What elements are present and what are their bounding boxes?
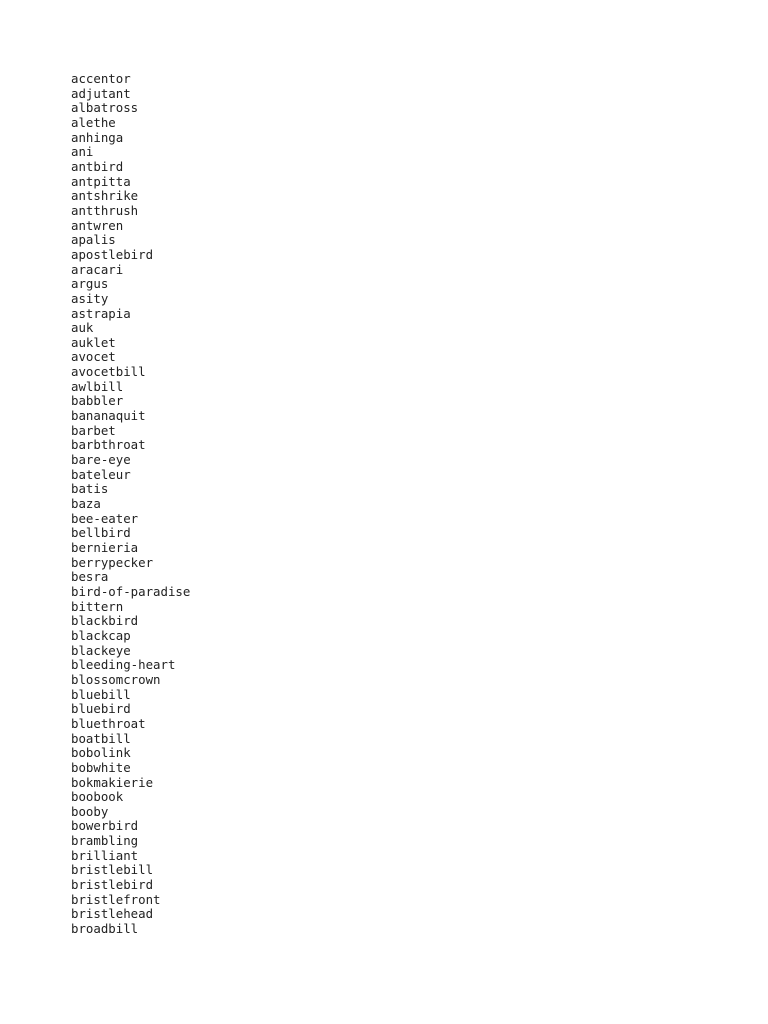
list-item: asity xyxy=(71,290,109,306)
list-item: bananaquit xyxy=(71,408,146,424)
list-item: antthrush xyxy=(71,202,139,218)
list-item: bristlehead xyxy=(71,906,154,922)
list-item: antbird xyxy=(71,158,124,174)
list-item: apostlebird xyxy=(71,246,154,262)
list-item: blossomcrown xyxy=(71,671,161,687)
list-item: auklet xyxy=(71,334,116,350)
list-item: blackeye xyxy=(71,642,131,658)
list-item: bird-of-paradise xyxy=(71,583,191,599)
list-item: bare-eye xyxy=(71,452,131,468)
list-item: bluethroat xyxy=(71,715,146,731)
list-item: boobook xyxy=(71,789,124,805)
list-item: bobwhite xyxy=(71,759,131,775)
list-item: brilliant xyxy=(71,847,139,863)
list-item: besra xyxy=(71,569,109,585)
list-item: awlbill xyxy=(71,378,124,394)
list-item: bernieria xyxy=(71,540,139,555)
list-item: bokmakierie xyxy=(71,774,154,790)
list-item: aracari xyxy=(71,261,124,277)
list-item: bateleur xyxy=(71,466,131,482)
list-item: batis xyxy=(71,481,109,497)
list-item: bowerbird xyxy=(71,818,139,834)
word-list xyxy=(71,72,190,937)
list-item: astrapia xyxy=(71,305,131,321)
list-item: argus xyxy=(71,276,109,292)
list-item: avocet xyxy=(71,349,116,365)
list-item: blackcap xyxy=(71,627,131,643)
list-item: boatbill xyxy=(71,730,131,746)
list-item: brambling xyxy=(71,833,139,849)
list-item: bristlebird xyxy=(71,877,154,893)
list-item: barbet xyxy=(71,422,116,438)
list-item: broadbill xyxy=(71,921,139,937)
list-item: bittern xyxy=(71,598,124,614)
list-item: auk xyxy=(71,320,94,336)
list-item: bristlebill xyxy=(71,862,154,878)
list-item: antshrike xyxy=(71,188,139,204)
list-item: blackbird xyxy=(71,613,139,629)
list-item: babbler xyxy=(71,393,124,409)
list-item: adjutant xyxy=(71,85,131,101)
list-item: barbthroat xyxy=(71,437,146,453)
list-item: alethe xyxy=(71,114,116,130)
list-item: bee-eater xyxy=(71,510,139,526)
list-item: anhinga xyxy=(71,129,124,145)
list-item: booby xyxy=(71,803,109,819)
list-item: avocetbill xyxy=(71,364,146,380)
list-item: bluebill xyxy=(71,686,131,702)
list-item: bleeding-heart xyxy=(71,657,176,673)
list-item: albatross xyxy=(71,100,139,116)
list-item: bellbird xyxy=(71,525,131,541)
list-item: apalis xyxy=(71,232,116,248)
list-item: ani xyxy=(71,144,94,160)
list-item: bobolink xyxy=(71,745,131,761)
list-item: bluebird xyxy=(71,701,131,717)
list-item: antpitta xyxy=(71,173,131,189)
list-item: accentor xyxy=(71,71,131,86)
list-item: bristlefront xyxy=(71,891,161,907)
list-item: berrypecker xyxy=(71,554,154,570)
list-item: baza xyxy=(71,496,101,512)
list-item: antwren xyxy=(71,217,124,233)
